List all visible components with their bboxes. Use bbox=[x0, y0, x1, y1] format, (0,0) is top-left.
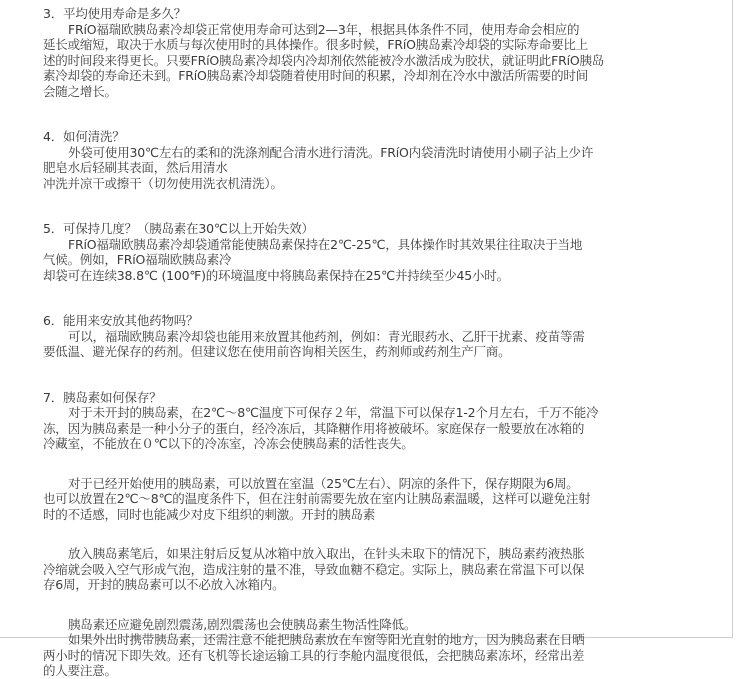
answer-line: FRíO福瑞欧胰岛素冷却袋通常能使胰岛素保持在2℃-25℃，具体操作时其效果往往取决于当地 bbox=[68, 236, 583, 252]
answer-line: 冷缩就会吸入空气形成气泡，造成注射的量不准，导致血糖不稳定。实际上，胰岛素在常温下可以保 bbox=[43, 561, 585, 577]
answer-line: 外袋可使用30℃左右的柔和的洗涤剂配合清水进行清洗。FRíO内袋清洗时请使用小刷子沾上少许 bbox=[68, 144, 594, 160]
answer-line: 存6周，开封的胰岛素可以不必放入冰箱内。 bbox=[43, 577, 285, 592]
answer-line: 的人要注意。 bbox=[43, 663, 117, 678]
answer-line: 如果外出时携带胰岛素，还需注意不能把胰岛素放在车窗等阳光直射的地方，因为胰岛素在日晒 bbox=[68, 632, 585, 647]
faq-document bbox=[43, 6, 703, 679]
answer-line: 素冷却袋的寿命还未到。FRíO胰岛素冷却袋随着使用时间的积累，冷却剂在冷水中激活所需要的时间 bbox=[43, 68, 588, 83]
answer-line: 对于未开封的胰岛素，在2℃～8℃温度下可保存２年，常温下可以保存1-2个月左右，千万不能冷 bbox=[68, 405, 599, 420]
question-title: 5．可保持几度？（胰岛素在30℃以上开始失效） bbox=[43, 221, 314, 236]
answer-line: 冻，因为胰岛素是一种小分子的蛋白，经冷冻后，其降糖作用将被破坏。家庭保存一般要放在冰箱的 bbox=[43, 420, 585, 436]
question-title: 3．平均使用寿命是多久？ bbox=[43, 6, 187, 21]
answer-line: 述的时间段来得更长。只要FRíO胰岛素冷却袋内冷却剂依然能被冷水激活成为胶状，就证明此FRíO胰岛 bbox=[43, 52, 605, 68]
question-title: 6．能用来安放其他药物吗？ bbox=[43, 313, 199, 328]
answer-line: 也可以放置在2℃～8℃的温度条件下，但在注射前需要先放在室内让胰岛素温暖，这样可以避免注射 bbox=[43, 491, 591, 506]
faq-section-cleaning bbox=[43, 129, 703, 191]
faq-section-other-drugs bbox=[43, 313, 703, 360]
answer-line: 会随之增长。 bbox=[43, 83, 117, 99]
faq-section-storage bbox=[43, 390, 703, 679]
answer-line: 时的不适感，同时也能减少对皮下组织的刺激。开封的胰岛素 bbox=[43, 506, 376, 522]
faq-section-lifespan bbox=[43, 6, 703, 99]
question-title: 7．胰岛素如何保存？ bbox=[43, 389, 162, 405]
question-title: 4．如何清洗？ bbox=[43, 129, 125, 144]
answer-line: 对于已经开始使用的胰岛素，可以放置在室温（25℃左右）、阴凉的条件下，保存期限为6周。 bbox=[68, 475, 579, 491]
answer-line: 延长或缩短，取决于水质与每次使用时的具体操作。很多时候，FRíO胰岛素冷却袋的实际寿命要比上 bbox=[43, 37, 588, 52]
answer-line: 胰岛素还应避免剧烈震荡,剧烈震荡也会使胰岛素生物活性降低。 bbox=[68, 616, 417, 632]
answer-line: 气候。例如，FRíO福瑞欧胰岛素冷 bbox=[43, 252, 232, 267]
answer-line: 冲洗并凉干或擦干（切勿使用洗衣机清洗）。 bbox=[43, 175, 283, 191]
answer-line: 肥皂水后轻刷其表面，然后用清水 bbox=[43, 160, 228, 175]
answer-line: 可以，福瑞欧胰岛素冷却袋也能用来放置其他药剂，例如：青光眼药水、乙肝干扰素、疫苗等需 bbox=[68, 328, 585, 344]
faq-section-temperature bbox=[43, 221, 703, 283]
answer-line: 放入胰岛素笔后，如果注射后反复从冰箱中放入取出，在针头未取下的情况下，胰岛素药液热胀 bbox=[68, 546, 585, 561]
answer-line: 却袋可在连续38.8℃ (100℉)的环境温度中将胰岛素保持在25℃并持续至少45小时。 bbox=[43, 267, 509, 283]
answer-line: 要低温、避光保存的药剂。但建议您在使用前咨询相关医生，药剂师或药剂生产厂商。 bbox=[43, 344, 511, 359]
answer-line: FRíO福瑞欧胰岛素冷却袋正常使用寿命可达到2—3年，根据具体条件不同，使用寿命会相应的 bbox=[68, 21, 580, 37]
answer-line: 两小时的情况下即失效。还有飞机等长途运输工具的行李舱内温度很低，会把胰岛素冻坏，经常出差 bbox=[43, 647, 585, 663]
answer-line: 冷藏室，不能放在０℃以下的冷冻室，冷冻会使胰岛素的活性丧失。 bbox=[43, 436, 414, 451]
